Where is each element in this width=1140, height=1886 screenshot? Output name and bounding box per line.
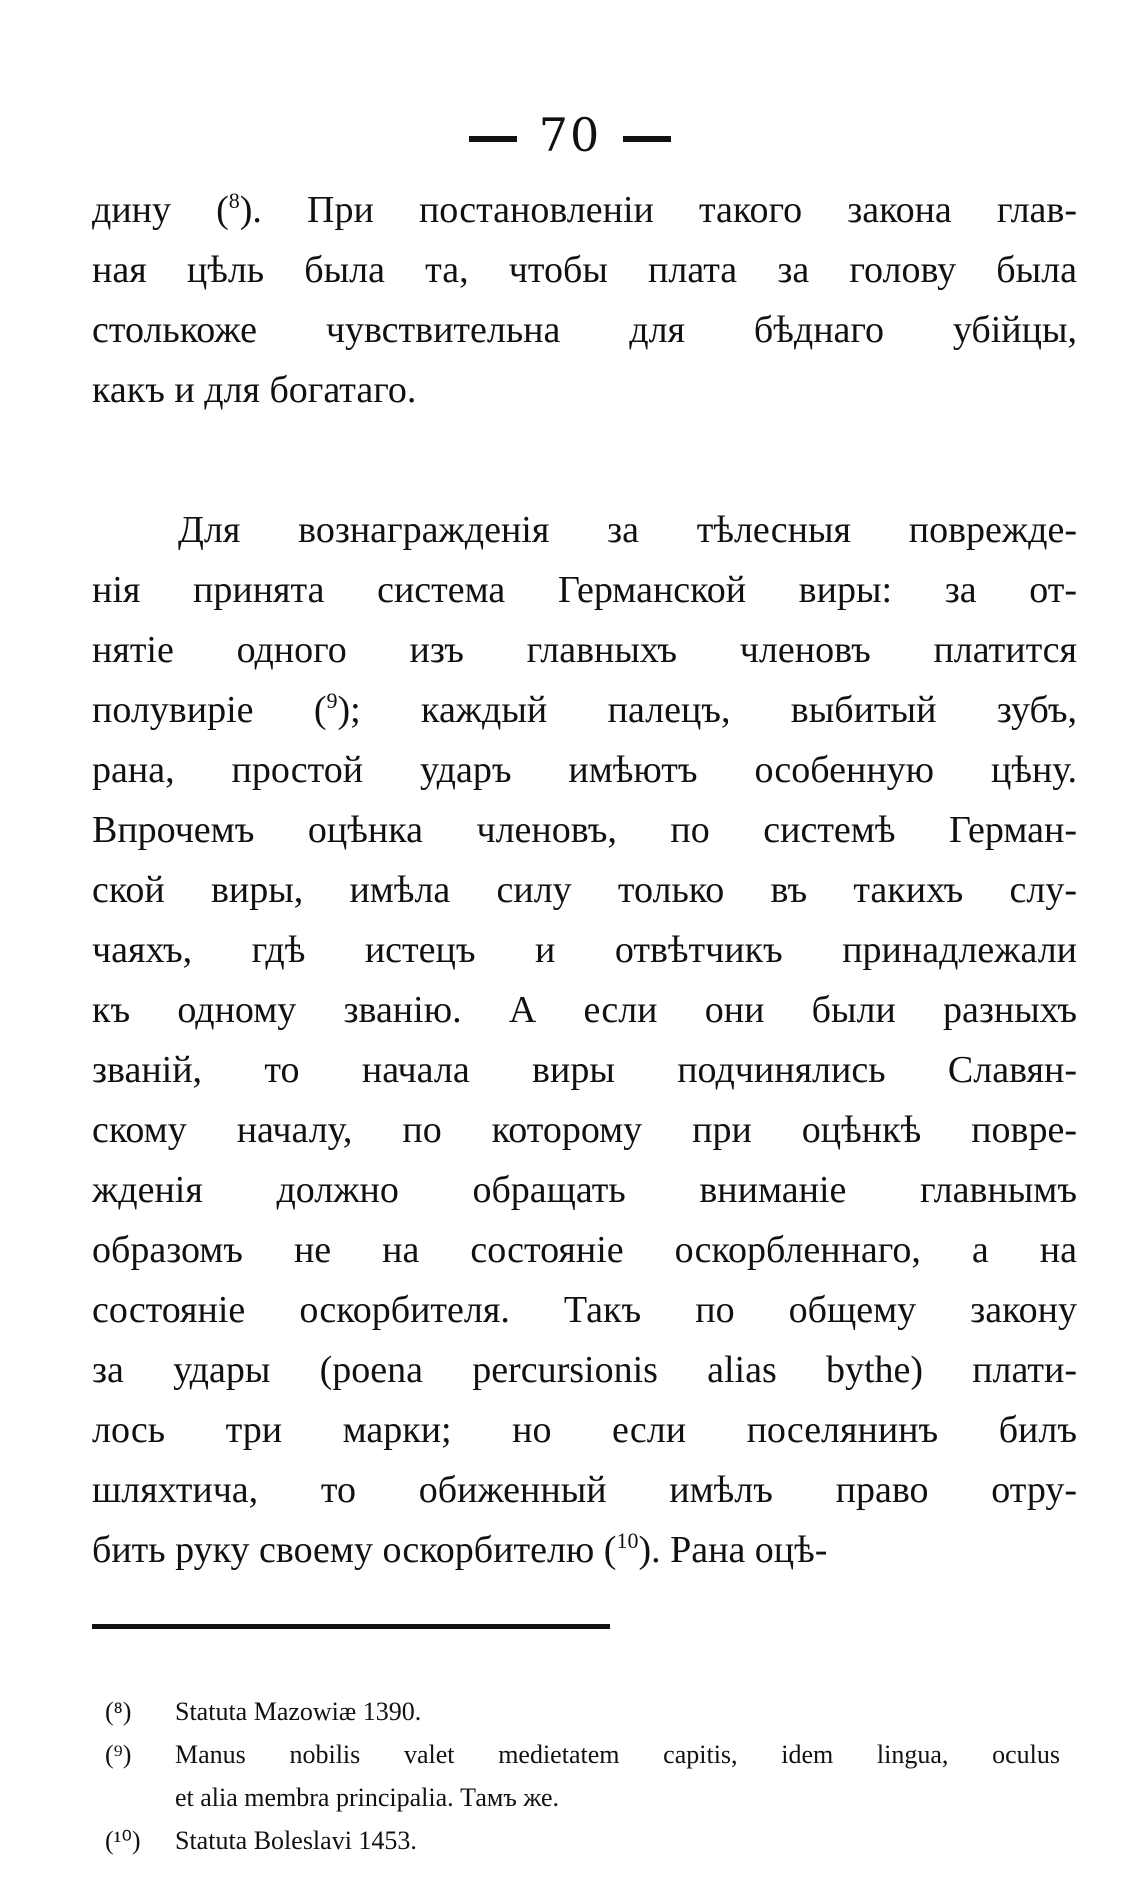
text-line — [92, 740, 1077, 800]
text-segment: шляхтича, то обиженный имѣлъ право отру- — [92, 1469, 1077, 1511]
footnote-reference: 9 — [326, 688, 338, 713]
text-line — [92, 620, 1077, 680]
footnote-reference: 10 — [616, 1528, 639, 1553]
text-line — [92, 180, 1077, 240]
paragraph-1 — [92, 180, 1077, 420]
text-segment: нятіе одного изъ главныхъ членовъ платится — [92, 629, 1077, 671]
text-segment: столькоже чувствительна для бѣднаго убійцы, — [92, 309, 1077, 351]
text-segment: состояніе оскорбителя. Такъ по общему закону — [92, 1289, 1077, 1331]
text-line — [92, 1400, 1077, 1460]
text-segment: за удары (poena percursionis alias bythe) плати- — [92, 1349, 1077, 1391]
text-segment: полувиріе ( — [92, 689, 327, 731]
footnote-line: Statuta Boleslavi 1453. — [175, 1826, 417, 1855]
text-line — [92, 1280, 1077, 1340]
text-line — [92, 300, 1077, 360]
text-line — [92, 800, 1077, 860]
text-line — [92, 1040, 1077, 1100]
text-segment: Впрочемъ оцѣнка членовъ, по системѣ Герман- — [92, 809, 1077, 851]
footnote — [105, 1819, 1060, 1862]
footnote-text — [175, 1819, 1060, 1862]
text-segment: къ одному званію. А если они были разныхъ — [92, 989, 1077, 1031]
text-segment: ная цѣль была та, чтобы плата за голову была — [92, 249, 1077, 291]
footnote-line: et alia membra principalia. Тамъ же. — [175, 1783, 559, 1812]
footnote-mark: (¹⁰) — [105, 1826, 141, 1855]
text-segment: ). Рана оцѣ- — [638, 1529, 828, 1571]
text-line — [92, 980, 1077, 1040]
text-line — [92, 1460, 1077, 1520]
right-dash — [623, 136, 671, 142]
text-line — [92, 500, 1077, 560]
text-line — [92, 1520, 1077, 1580]
text-line — [92, 1340, 1077, 1400]
text-segment: ); каждый палецъ, выбитый зубъ, — [337, 689, 1078, 731]
text-segment: образомъ не на состояніе оскорбленнаго, а на — [92, 1229, 1077, 1271]
text-segment: Для вознагражденія за тѣлесныя поврежде- — [178, 509, 1077, 551]
left-dash — [469, 136, 517, 142]
text-segment: лось три марки; но если поселянинъ билъ — [92, 1409, 1077, 1451]
text-line — [92, 860, 1077, 920]
text-segment: дину ( — [92, 189, 229, 231]
footnote-line: Manus nobilis valet medietatem capitis, idem lingua, oculus — [175, 1740, 1060, 1769]
text-line — [92, 560, 1077, 620]
text-segment: скому началу, по которому при оцѣнкѣ повре- — [92, 1109, 1077, 1151]
text-line — [92, 1100, 1077, 1160]
footnote-text — [175, 1690, 1060, 1733]
paragraph-2 — [92, 500, 1077, 1580]
page-number — [0, 108, 1140, 162]
text-line — [92, 920, 1077, 980]
text-segment: жденія должно обращать вниманіе главнымъ — [92, 1169, 1077, 1211]
text-segment: бить руку своему оскорбителю ( — [92, 1529, 617, 1571]
text-segment: ской виры, имѣла силу только въ такихъ слу- — [92, 869, 1077, 911]
footnote-text — [175, 1733, 1060, 1819]
text-line — [92, 1160, 1077, 1220]
text-segment: рана, простой ударъ имѣютъ особенную цѣну. — [92, 749, 1077, 791]
footnote-reference: 8 — [228, 188, 240, 213]
footnote-line: Statuta Mazowiæ 1390. — [175, 1697, 422, 1726]
page-number-text: 70 — [538, 108, 602, 162]
footnote-mark: (⁹) — [105, 1740, 132, 1769]
footnote-mark: (⁸) — [105, 1697, 132, 1726]
footnote — [105, 1690, 1060, 1733]
footnotes — [105, 1690, 1060, 1862]
text-line — [92, 1220, 1077, 1280]
text-segment: ). При постановленіи такого закона глав- — [239, 189, 1077, 231]
text-segment: чаяхъ, гдѣ истецъ и отвѣтчикъ принадлежали — [92, 929, 1077, 971]
footnote-divider — [92, 1624, 610, 1629]
text-segment: какъ и для богатаго. — [92, 369, 417, 411]
footnote — [105, 1733, 1060, 1819]
text-segment: нія принята система Германской виры: за от- — [92, 569, 1077, 611]
text-line — [92, 680, 1077, 740]
text-line — [92, 240, 1077, 300]
text-segment: званій, то начала виры подчинялись Славян- — [92, 1049, 1077, 1091]
text-line — [92, 360, 1077, 420]
